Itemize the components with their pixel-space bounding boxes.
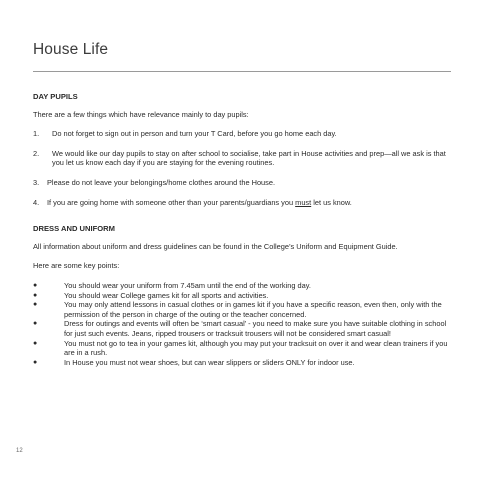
key-point-text: You should wear College games kit for all sports and activities. (64, 290, 269, 300)
bullet-icon: ● (33, 320, 38, 328)
bullet-icon: ● (33, 291, 38, 299)
title-divider (33, 71, 451, 72)
day-pupils-item (33, 178, 451, 188)
day-pupils-intro: There are a few things which have relevance mainly to day pupils: (33, 109, 249, 119)
item-number: 1. (33, 129, 40, 139)
key-point-text: In House you must not wear shoes, but can wear slippers or sliders ONLY for indoor use. (64, 357, 355, 367)
item-text: Do not forget to sign out in person and turn your T Card, before you go home each day. (52, 129, 337, 139)
item-text (47, 198, 451, 208)
item-number: 4. (33, 197, 40, 207)
day-pupils-item (33, 198, 451, 208)
underlined-word: must (295, 197, 312, 207)
page-body (33, 92, 451, 367)
key-point-text: You should wear your uniform from 7.45am until the end of the working day. (64, 280, 311, 290)
day-pupils-heading: DAY PUPILS (33, 92, 78, 101)
bullet-icon: ● (33, 281, 38, 289)
day-pupils-item (33, 129, 451, 139)
key-point-text: You must not go to tea in your games kit, although you may put your tracksuit on over it and wear clean trainers if you are in a rush. (64, 338, 448, 358)
page-title: House Life (33, 41, 109, 58)
bullet-icon: ● (33, 358, 38, 366)
day-pupils-item (33, 149, 451, 168)
list-item (33, 291, 451, 301)
item-number: 3. (33, 177, 40, 187)
list-item (33, 281, 451, 291)
list-item (33, 358, 451, 368)
list-item (33, 300, 451, 319)
page-number: 12 (16, 448, 23, 454)
item-number: 2. (33, 148, 40, 158)
key-points-label: Here are some key points: (33, 261, 120, 271)
key-points-list (33, 281, 451, 367)
key-point-text: Dress for outings and events will often be ‘smart casual’ - you need to make sure you have suitable clothing in school for just such events. Jeans, ripped trousers or tracksuit trousers will not be considered smart casual! (64, 319, 447, 338)
item-text: We would like our day pupils to stay on after school to socialise, take part in House activities and prep—all we ask is that you let us know each day if you are staying for the evening routines. (52, 148, 446, 168)
bullet-icon: ● (33, 301, 38, 309)
item-text-end: let us know. (311, 197, 352, 207)
dress-uniform-intro: All information about uniform and dress guidelines can be found in the College’s Uniform and Equipment Guide. (33, 241, 398, 251)
item-text: Please do not leave your belongings/home clothes around the House. (47, 177, 276, 187)
key-point-text: You may only attend lessons in casual clothes or in games kit if you have a specific reason, even then, only with the permission of the person in charge of the outing or the teacher concerned. (64, 300, 442, 319)
item-text-start: If you are going home with someone other than your parents/guardians you (47, 197, 296, 207)
bullet-icon: ● (33, 339, 38, 347)
dress-uniform-heading: DRESS AND UNIFORM (33, 224, 115, 234)
list-item (33, 319, 451, 338)
list-item (33, 339, 451, 358)
